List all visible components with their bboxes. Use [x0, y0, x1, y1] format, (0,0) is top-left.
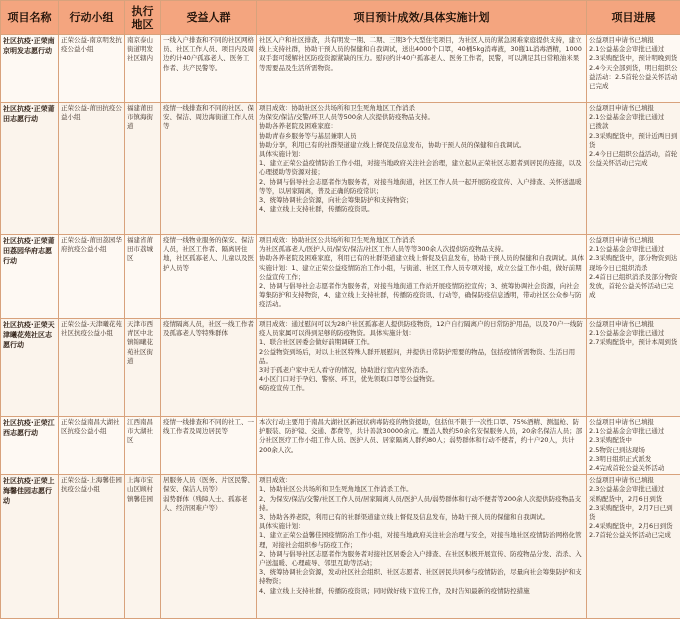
progress: 公益项目申请书已填报 2.1公益基金会审批已通过 2.3采购配货中 2.5物资已到达现场 2.3明日组织正式派发 2.4完成首轮公益关怀活动	[587, 417, 680, 475]
project-name: 社区抗疫·正荣江西志愿行动	[1, 417, 59, 475]
table-row	[1, 319, 680, 417]
header-action-team: 行动小组	[59, 1, 125, 35]
plan: 项目成效：协助社区公共场所和卫生死角地区工作消杀 为社区孤寡老人/医护人员/保安/保洁/社区工作人员等等300余人次提供防疫物品支持。 协助各养老院及困难家庭，利用已有的社群渠道建立线上督促及信息发布，协助干预人员的保健和自我调试。具体实施计划：1、建立正荣公益疫情防治工作小组，与街道、社区工作人员专项对接，成立公益工作小组，做好前期公益宣传工作； 2、协调与倡导社会志愿者作为服务者，对接当地街道工作站开展疫情防控宣传；3、统筹协调社会资源，向社会筹集防护和支持物资，4、建立线上支持社群，传播防疫资讯、行动等，确保防疫信息透明，带动社区公众参与防疫活动。	[257, 235, 587, 319]
action-team: 正荣公益-南京明发抗疫公益小组	[59, 35, 125, 103]
table-row	[1, 235, 680, 319]
action-team: 正荣公益南昌大湖社区抗疫公益小组	[59, 417, 125, 475]
beneficiaries: 疫情一线排查和不同的社工、一线工作者及周边居民等	[161, 417, 257, 475]
progress: 公益项目申请书已填报 2.1公益基金会审批已通过 已拨款 2.3采购配货中，预计近两日到货 2.4今日已组织公益活动，首轮公益关怀活动已完成	[587, 103, 680, 235]
header-area: 执行 地区	[125, 1, 161, 35]
area: 福建省莆田市荔城区	[125, 235, 161, 319]
table-row	[1, 103, 680, 235]
progress: 公益项目申请书已填报 2.1公益基金会审批已通过 2.7采购配货中，预计本周到货	[587, 319, 680, 417]
plan: 社区入户和社区排查，共有明发一期、二期、三期3个大型住宅项目，为社区人员的紧急困难家庭提供支持，建立线上支持社群，协助干预人员的保健和自我调试，送出4000个口罩，40桶5kg消毒液，30瓶1L消毒酒精，1000双手套可缓解社区防疫资源紧缺的压力。慰问约计40户孤寡老人、医务工作者，民警，可以满足其日常粮油米果等需要品及生活所需物资。	[257, 35, 587, 103]
beneficiaries: 疫情一线物业服务的保安、保洁人员，社区工作者、隔离居住地，社区孤寡老人、儿童以及医护人员等	[161, 235, 257, 319]
area: 南京泰山街道明发社区辖内	[125, 35, 161, 103]
plan: 项目成效：协助社区公共场所和卫生死角地区工作消杀 为保安/保洁/交警/环卫人员等500余人次提供防疫物品支持。 协助各养老院及困难家庭： 协助青春乡服务等与基层兼职人员 协助分享，利用已有的社群渠道建立线上督促及信息发布，协助干预人员的保健和自我调试。 具体实施计划： 1、建立正荣公益疫情防治工作小组，对接当地政府关注社会治理，建立起从正荣社区志愿者到居民的连接，以及心理援助等资源对接； 2、协调与倡导社会志愿者作为服务者，对接当地街道，社区工作人员一起开展防疫宣传、入户排查、关怀送温暖等等，以居家隔离，普及正确的防疫常识； 3、统筹协调社会资源，向社会筹集防护和支持物资； 4、建立线上支持社群，传播防疫资讯。	[257, 103, 587, 235]
header-progress: 项目进展	[587, 1, 680, 35]
progress: 公益项目申请书已填报 2.1公益基金会审批已通过 2.3采购配货中，部分物资到达现场今日已组织消杀 2.4首日已组织消杀及部分物资发放，首轮公益关怀活动已完成	[587, 235, 680, 319]
progress: 公益项目申请书已填报 2.3公益基金会审批已通过 采购配货中，2月6日到货 2.3采购配货中，2月7日已到货 2.4采购配货中，2月6日到货 2.7首轮公益关怀活动已完成	[587, 475, 680, 619]
header-beneficiaries: 受益人群	[161, 1, 257, 35]
header-plan: 项目预计成效/具体实施计划	[257, 1, 587, 35]
project-name: 社区抗疫·正荣天津曦花苑社区志愿行动	[1, 319, 59, 417]
action-team: 正荣公益-上海馨佳园抗疫公益小组	[59, 475, 125, 619]
area: 福建莆田市镇海街道	[125, 103, 161, 235]
area: 天津市西青区中北镇锦曦花苑社区街道	[125, 319, 161, 417]
plan: 项目成效： 1、协助社区公共场所和卫生死角地区工作消杀工作。 2、为保安/保洁/交警/社区工作人员/居家隔离人员/医护人员/弱势群体和行动不便者等200余人次提供防疫物品支持。 3、协助各养老院，利用已有的社群渠道建立线上督促及信息发布，协助干预人员的保健和自我调试。 具体实施计划： 1、建立正荣公益馨佳园疫情防治工作小组，对接当地政府关注社会治理与安全，对接当地社区疫情防治网格化管理，对接社会组织参与防疫工作； 2、协调与倡导社区志愿者作为服务者对接社区居委会入户排查、在社区积极开展宣传、防疫物品分发、消杀、入户送温暖、心理疏导、邻里互助等活动； 3、统筹协调社会资源，发动社区社会组织、社区志愿者、社区居民共同参与疫情防治，尽量向社会筹集防护和支持物资； 4、建立线上支持社群，传播防疫资讯；同时做好线下宣传工作，及时告知最新的疫情防控措施	[257, 475, 587, 619]
beneficiaries: 居服务人员（医务、片区民警、保安、保洁人员等） 弱势群体（残障人士、孤寡老人、经济困难户等）	[161, 475, 257, 619]
action-team: 正荣公益-天津曦花苑社区抗疫公益小组	[59, 319, 125, 417]
progress: 公益项目申请书已填报 2.1公益基金会审批已通过 2.3采购配货中，预计明晚到货 2.4今天全部到货，明日组织公益活动：2.5首轮公益关怀活动已完成	[587, 35, 680, 103]
plan: 本次行动主要用于南昌大湖社区新冠状病毒防疫的物资援助，包括但不限于一次性口罩、75%酒精、测温枪、防护服装、防护镜、交通、都费等，共计善款30000余元。覆盖人数约50余名安保服务人员，20余名保洁人员；部分社区医疗工作小组工作人员、医护人员、居家隔离人群约80人；弱势群体和行动不便者，约十户20人，共计200余人次。	[257, 417, 587, 475]
project-name: 社区抗疫·正荣南京明发志愿行动	[1, 35, 59, 103]
table-row	[1, 475, 680, 619]
area: 江西南昌市大湖社区	[125, 417, 161, 475]
beneficiaries: 疫情隔离人员，社区一线工作者及孤寡老人等特殊群体	[161, 319, 257, 417]
header-row	[1, 1, 680, 35]
beneficiaries: 一线入户排查和不同的社区网格员、社区工作人员、项目内及周边约计40户孤寡老人、医务工作者、共产民警等。	[161, 35, 257, 103]
project-name: 社区抗疫·正荣上海馨佳园志愿行动	[1, 475, 59, 619]
beneficiaries: 疫情一线排查和不同的社区、保安、保洁、周边海街道工作人员等	[161, 103, 257, 235]
header-project-name: 项目名称	[1, 1, 59, 35]
action-team: 正荣公益-莆田荔园华府抗疫公益小组	[59, 235, 125, 319]
project-name: 社区抗疫·正荣莆田荔园华府志愿行动	[1, 235, 59, 319]
table-row	[1, 35, 680, 103]
plan: 项目成效：通过慰问可以为28户社区孤寡老人提供防疫物资，12户自行隔离户的日常防护用品，以及70户一线防疫人员家属可以得到足够的防疫物资。具体实施计划： 1、联合社区居委会做好前期调研工作。 2公益物资到场后，对以上社区特殊人群开展慰问，并提供日常防护需要的物品，包括疫情所需物资、生活日用品。 3对于孤老户家中无人看守的情况，协助进行室内室外消杀。 4小区门口对于孕妇、警察、环卫，优先领取口罩等公益物资。 6防疫宣传工作。	[257, 319, 587, 417]
table-row	[1, 417, 680, 475]
action-team: 正荣公益-莆田抗疫公益小组	[59, 103, 125, 235]
area: 上海市宝山区顾村镇馨佳园	[125, 475, 161, 619]
project-name: 社区抗疫·正荣莆田志愿行动	[1, 103, 59, 235]
